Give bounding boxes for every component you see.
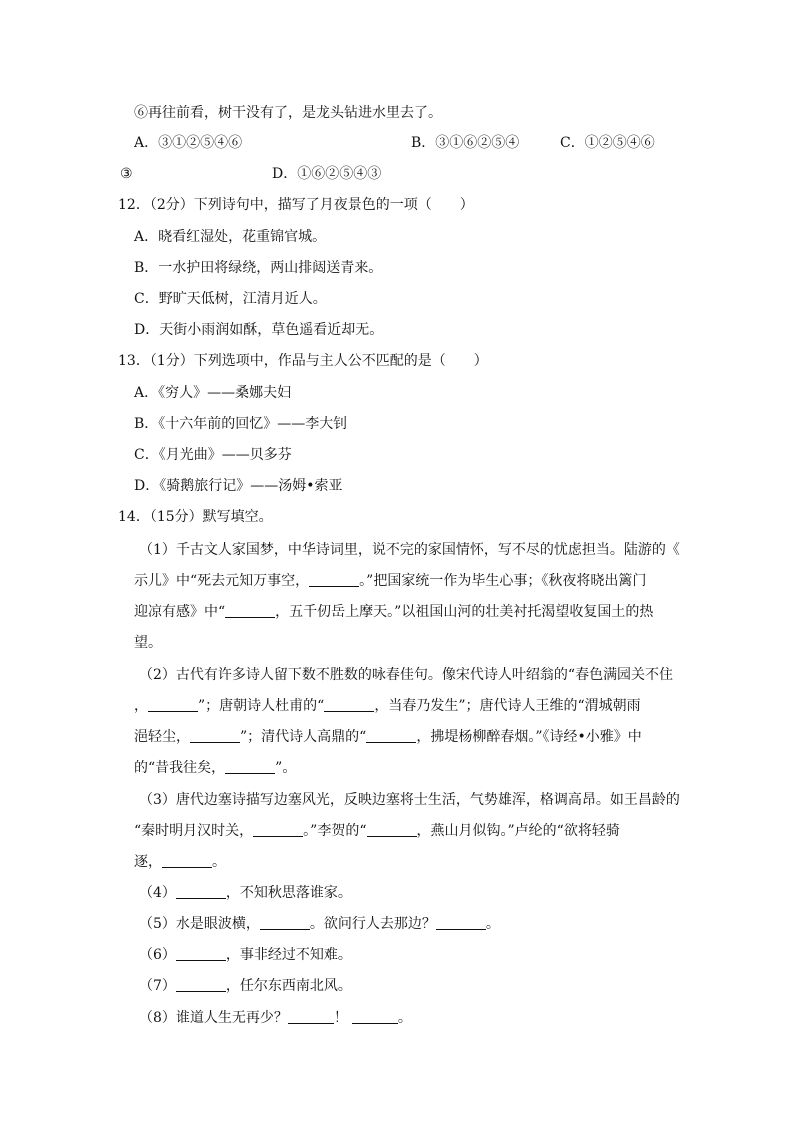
q14-p6-text: ，事非经过不知难。 bbox=[225, 947, 352, 963]
q14-p2-text: ，拂堤杨柳醉春烟。”《诗经•小雅》中 bbox=[416, 729, 642, 745]
q11-option-a: A．③①②⑤④⑥ bbox=[134, 135, 243, 151]
answer-blank[interactable] bbox=[225, 603, 275, 618]
q14-p3-line3 bbox=[134, 852, 226, 872]
q14-p2-text: ， bbox=[134, 698, 148, 714]
q14-p2-line1: （2）古代有许多诗人留下数不胜数的咏春佳句。像宋代诗人叶绍翁的“春色满园关不住 bbox=[139, 667, 674, 683]
q13-option-b: B．《十六年前的回忆》——李大钊 bbox=[134, 416, 348, 432]
q13-option-c: C．《月光曲》——贝多芬 bbox=[134, 447, 292, 463]
answer-blank[interactable] bbox=[176, 946, 226, 961]
answer-blank[interactable] bbox=[253, 822, 303, 837]
q14-p1-line1: （1）千古文人家国梦，中华诗词里，说不完的家国情怀，写不尽的忧虑担当。陆游的《 bbox=[139, 542, 680, 558]
q14-p5-text: 。 bbox=[485, 916, 500, 932]
q14-p2-line2 bbox=[134, 696, 641, 716]
answer-blank[interactable] bbox=[309, 572, 359, 587]
answer-blank[interactable] bbox=[288, 1009, 334, 1024]
q14-p8-text: ！ bbox=[333, 1010, 348, 1026]
q14-p1-text: ，五千仞岳上摩天。”以祖国山河的壮美衬托渴望收复国土的热 bbox=[275, 604, 654, 620]
q14-p4-text: ，不知秋思落谁家。 bbox=[225, 885, 352, 901]
answer-blank[interactable] bbox=[162, 853, 212, 868]
q14-stem: 14．（15分）默写填空。 bbox=[118, 509, 273, 525]
q14-p4 bbox=[139, 883, 352, 903]
answer-blank[interactable] bbox=[366, 728, 416, 743]
q14-p1-text: 示儿》中“死去元知万事空， bbox=[134, 573, 310, 589]
q14-p2-text: 浥轻尘， bbox=[134, 729, 190, 745]
q14-p2-text: ”；唐朝诗人杜甫的“ bbox=[198, 698, 325, 714]
q14-p1-text: 。”把国家统一作为毕生心事；《秋夜将晓出篱门 bbox=[359, 573, 647, 589]
q14-p3-text: “秦时明月汉时关， bbox=[134, 823, 254, 839]
answer-blank[interactable] bbox=[176, 977, 226, 992]
q14-p6 bbox=[139, 945, 352, 965]
q14-p7-text: ，任尔东西南北风。 bbox=[225, 978, 352, 994]
q14-p2-text: 的“昔我往矣， bbox=[134, 760, 226, 776]
q14-p1-line2 bbox=[134, 571, 646, 591]
answer-blank[interactable] bbox=[225, 759, 275, 774]
answer-blank[interactable] bbox=[190, 728, 240, 743]
q14-p1-line4: 望。 bbox=[134, 635, 162, 651]
q14-p8-text: （8）谁道人生无再少？ bbox=[139, 1010, 288, 1026]
q14-p2-text: ”。 bbox=[275, 760, 297, 776]
answer-blank[interactable] bbox=[260, 915, 310, 930]
q14-p3-line2 bbox=[134, 821, 620, 841]
q14-p6-text: （6） bbox=[139, 947, 176, 963]
q14-p1-text: 迎凉有感》中“ bbox=[134, 604, 226, 620]
answer-blank[interactable] bbox=[436, 915, 486, 930]
answer-blank[interactable] bbox=[176, 884, 226, 899]
q14-p7 bbox=[139, 976, 352, 996]
q11-option-b: B．③①⑥②⑤④ bbox=[411, 135, 520, 151]
q14-p5 bbox=[139, 914, 500, 934]
q14-p2-text: ”；清代诗人高鼎的“ bbox=[240, 729, 367, 745]
q11-option-d: D．①⑥②⑤④③ bbox=[272, 166, 382, 182]
q14-p3-text: 。 bbox=[212, 854, 226, 870]
q12-stem: 12．（2分）下列诗句中，描写了月夜景色的一项（ ） bbox=[118, 197, 474, 213]
q14-p2-line3 bbox=[134, 727, 642, 747]
q14-p3-text: 。”李贺的“ bbox=[303, 823, 367, 839]
answer-blank[interactable] bbox=[367, 822, 417, 837]
answer-blank[interactable] bbox=[324, 697, 374, 712]
q14-p8-text: 。 bbox=[397, 1010, 412, 1026]
q12-option-d: D．天街小雨润如酥，草色遥看近却无。 bbox=[134, 322, 384, 338]
q14-p3-line1: （3）唐代边塞诗描写边塞风光，反映边塞将士生活，气势雄浑，格调高昂。如王昌龄的 bbox=[139, 792, 680, 808]
q14-p2-text: ，当春乃发生”；唐代诗人王维的“渭城朝雨 bbox=[374, 698, 641, 714]
answer-blank[interactable] bbox=[352, 1009, 398, 1024]
q14-p7-text: （7） bbox=[139, 978, 176, 994]
q14-p8 bbox=[139, 1008, 412, 1028]
answer-blank[interactable] bbox=[148, 697, 198, 712]
q14-p3-text: ，燕山月似钩。”卢纶的“欲将轻骑 bbox=[416, 823, 620, 839]
q11-option-6-text: ⑥再往前看，树干没有了，是龙头钻进水里去了。 bbox=[134, 105, 442, 121]
q12-option-a: A．晓看红湿处，花重锦官城。 bbox=[134, 229, 327, 245]
q13-option-a: A．《穷人》——桑娜夫妇 bbox=[134, 385, 292, 401]
q14-p4-text: （4） bbox=[139, 885, 176, 901]
q14-p5-text: （5）水是眼波横， bbox=[139, 916, 260, 932]
q14-p5-text: 。欲问行人去那边？ bbox=[309, 916, 436, 932]
q12-option-c: C．野旷天低树，江清月近人。 bbox=[134, 291, 327, 307]
q11-option-c-wrap: ③ bbox=[120, 166, 133, 182]
q13-stem: 13．（1分）下列选项中，作品与主人公不匹配的是（ ） bbox=[118, 353, 488, 369]
q11-option-c: C．①②⑤④⑥ bbox=[560, 135, 655, 151]
q12-option-b: B．一水护田将绿绕，两山排闼送青来。 bbox=[134, 260, 383, 276]
q14-p2-line4 bbox=[134, 758, 296, 778]
q13-option-d: D．《骑鹅旅行记》——汤姆•索亚 bbox=[134, 478, 343, 494]
q14-p3-text: 逐， bbox=[134, 854, 162, 870]
q14-p1-line3 bbox=[134, 602, 653, 622]
